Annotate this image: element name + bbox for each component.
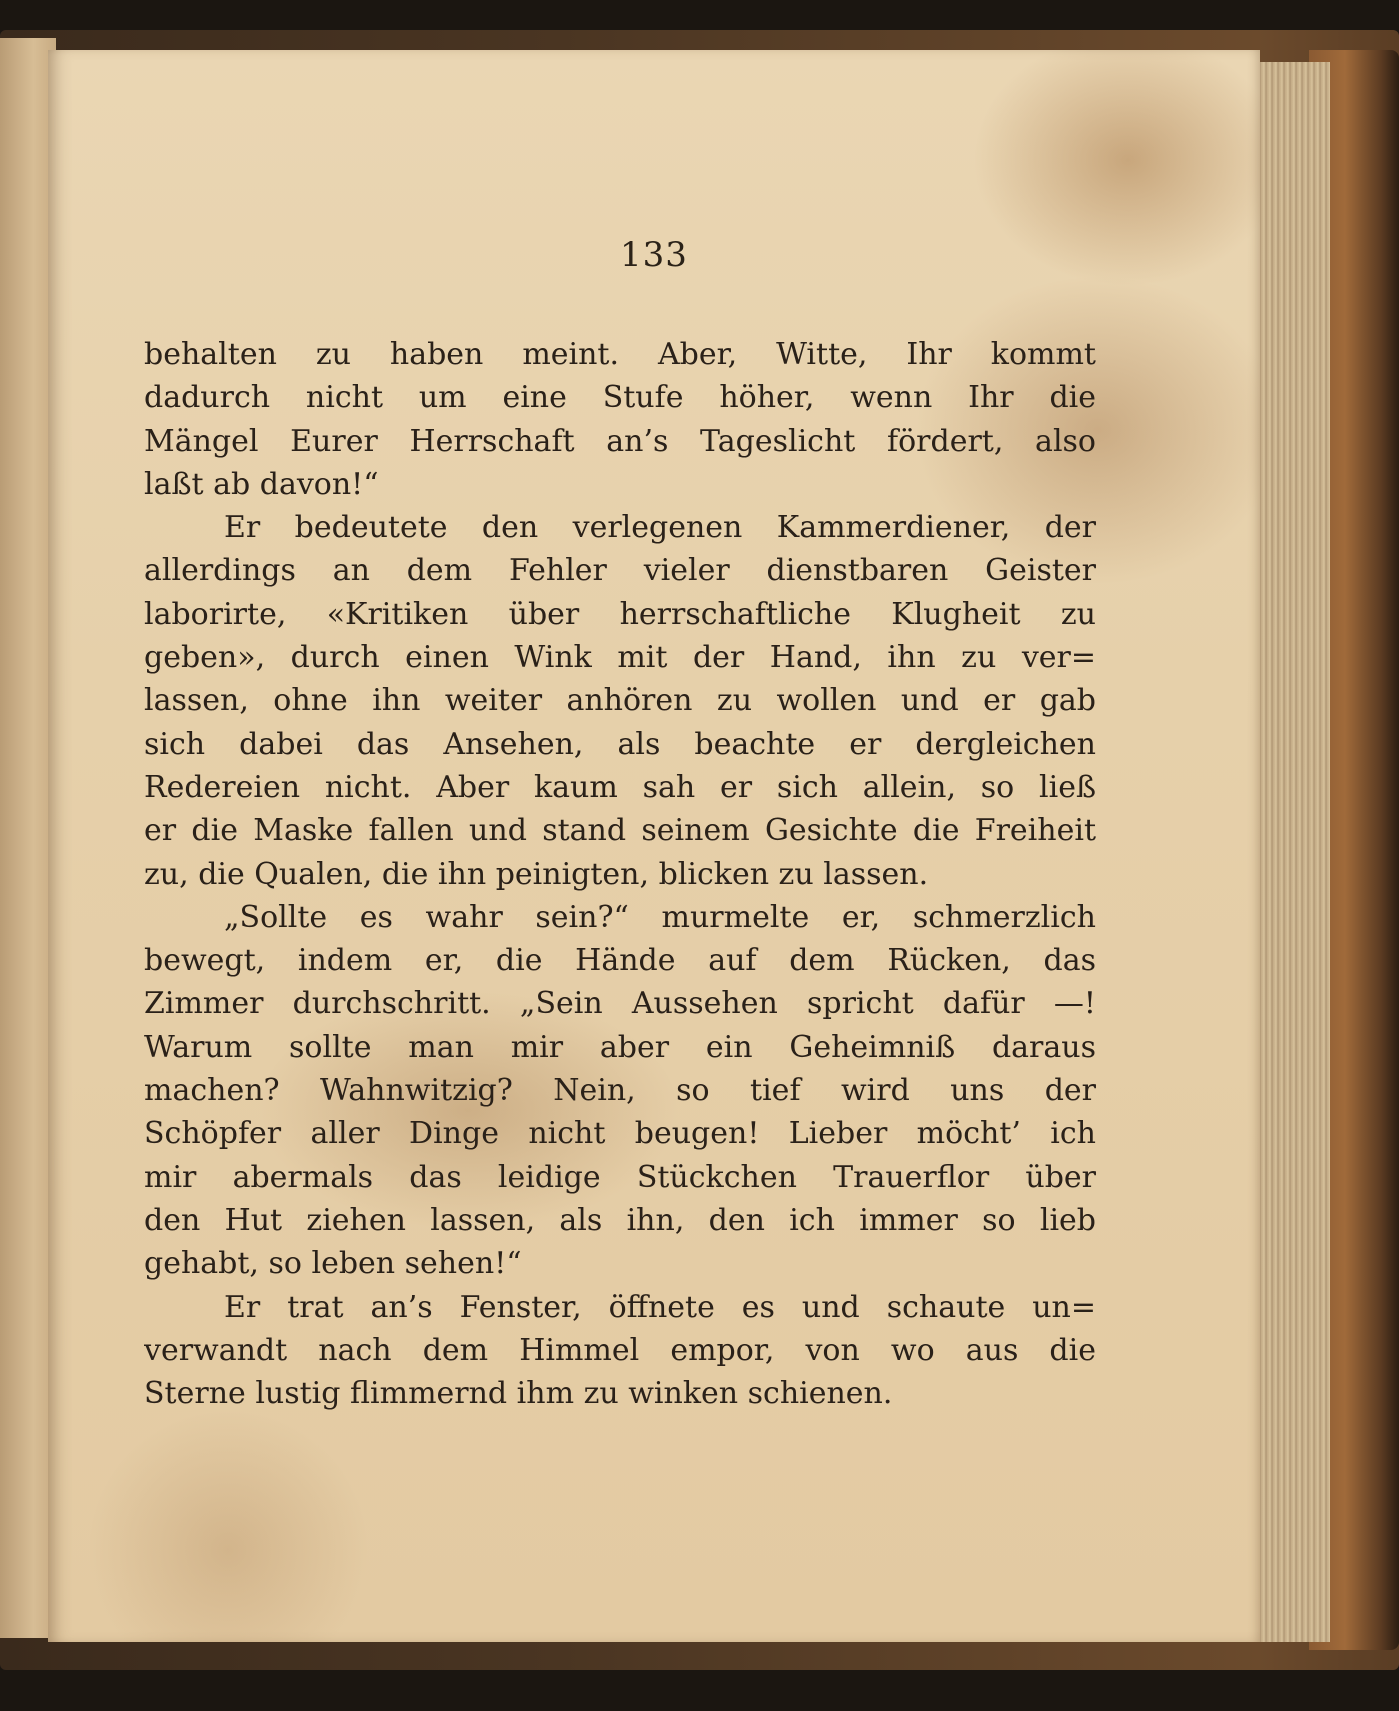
text-line: dadurch nicht um eine Stufe höher, wenn Ihr die <box>144 380 1096 416</box>
page-number: 133 <box>620 235 688 275</box>
text-line: bewegt, indem er, die Hände auf dem Rücken, das <box>144 943 1096 979</box>
text-line: sich dabei das Ansehen, als beachte er dergleichen <box>144 726 1096 762</box>
text-line: behalten zu haben meint. Aber, Witte, Ihr kommt <box>144 337 1096 372</box>
text-line: mir abermals das leidige Stückchen Trauerflor über <box>144 1159 1096 1195</box>
text-line: allerdings an dem Fehler vieler dienstbaren Geister <box>144 553 1096 589</box>
page-body-text <box>144 333 1096 1415</box>
text-line: laborirte, «Kritiken über herrschaftliche Klugheit zu <box>144 596 1096 632</box>
text-line: Er bedeutete den verlegenen Kammerdiener, der <box>224 510 1096 546</box>
text-line: machen? Wahnwitzig? Nein, so tief wird uns der <box>144 1073 1096 1109</box>
text-line: verwandt nach dem Himmel empor, von wo aus die <box>144 1332 1096 1368</box>
text-line: laßt ab davon!“ <box>144 466 379 502</box>
text-line: Mängel Eurer Herrschaft an’s Tageslicht fördert, also <box>144 423 1096 459</box>
text-line: den Hut ziehen lassen, als ihn, den ich immer so lieb <box>144 1202 1096 1238</box>
text-line: Er trat an’s Fenster, öffnete es und schaute un= <box>224 1289 1096 1325</box>
text-line: gehabt, so leben sehen!“ <box>144 1246 522 1282</box>
book-page <box>48 50 1260 1642</box>
text-line: „Sollte es wahr sein?“ murmelte er, schmerzlich <box>224 899 1096 935</box>
text-line: lassen, ohne ihn weiter anhören zu wollen und er gab <box>144 683 1096 719</box>
text-line: zu, die Qualen, die ihn peinigten, blicken zu lassen. <box>144 856 929 892</box>
text-line: Warum sollte man mir aber ein Geheimniß daraus <box>144 1029 1096 1065</box>
text-line: Zimmer durchschritt. „Sein Aussehen spricht dafür —! <box>144 986 1096 1022</box>
text-line: er die Maske fallen und stand seinem Gesichte die Freiheit <box>144 813 1096 849</box>
text-line: Schöpfer aller Dinge nicht beugen! Lieber möcht’ ich <box>144 1116 1096 1152</box>
text-line: Redereien nicht. Aber kaum sah er sich allein, so ließ <box>144 769 1096 805</box>
text-line: geben», durch einen Wink mit der Hand, ihn zu ver= <box>144 640 1096 676</box>
page-stack-edge <box>1250 62 1330 1642</box>
text-line: Sterne lustig flimmernd ihm zu winken schienen. <box>144 1376 893 1412</box>
